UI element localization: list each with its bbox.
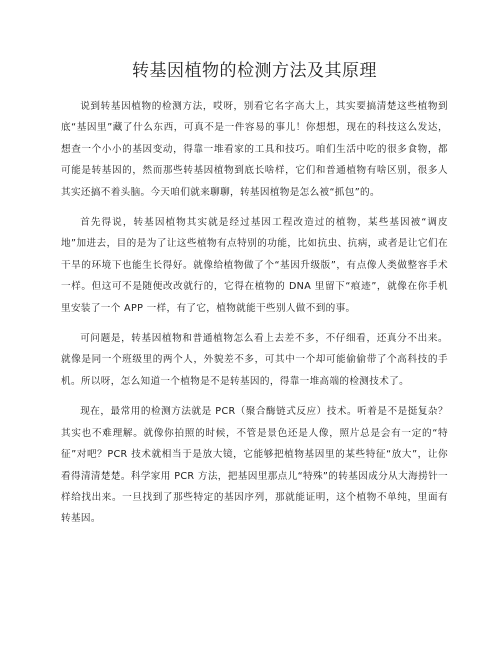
paragraph-pcr: 现在，最常用的检测方法就是 PCR（聚合酶链式反应）技术。听着是不是挺复杂？其实也不难理解。就像你拍照的时候，不管是景色还是人像，照片总是会有一定的“特征”对吧？PCR 技术就相当于是放大镜，它能够把植物基因里的某些特征“放大”，让你看得清清楚楚。科学家用 PCR 方法，把基因里那点儿“特殊”的转基因成分从大海捞针一样给找出来。一旦找到了那些特定的基因序列，那就能证明，这个植物不单纯，里面有转基因。 <box>61 406 448 525</box>
paragraph-definition: 首先得说，转基因植物其实就是经过基因工程改造过的植物，某些基因被“调皮地”加进去，目的是为了让这些植物有点特别的功能，比如抗虫、抗病，或者是让它们在干旱的环境下也能生长得好。就像给植物做了个“基因升级版”，有点像人类做整容手术一样。但这可不是随便改改就行的，它得在植物的 DNA 里留下“痕迹”，就像在你手机里安装了一个 APP 一样，有了它，植物就能干些别人做不到的事。 <box>61 217 448 314</box>
document-title: 转基因植物的检测方法及其原理 <box>132 61 377 81</box>
paragraph-intro: 说到转基因植物的检测方法，哎呀，别看它名字高大上，其实要搞清楚这些植物到底“基因里”藏了什么东西，可真不是一件容易的事儿！你想想，现在的科技这么发达，想查一个小小的基因变动，得靠一堆看家的工具和技巧。咱们生活中吃的很多食物，都可能是转基因的，然而那些转基因植物到底长啥样，它们和普通植物有啥区别，很多人其实还搞不着头脑。今天咱们就来聊聊，转基因植物是怎么被“抓包”的。 <box>61 101 448 198</box>
paragraph-problem: 可问题是，转基因植物和普通植物怎么看上去差不多，不仔细看，还真分不出来。就像是同一个班级里的两个人，外貌差不多，可其中一个却可能偷偷带了个高科技的手机。所以呀，怎么知道一个植物是不是转基因的，得靠一堆高端的检测技术了。 <box>61 333 448 387</box>
